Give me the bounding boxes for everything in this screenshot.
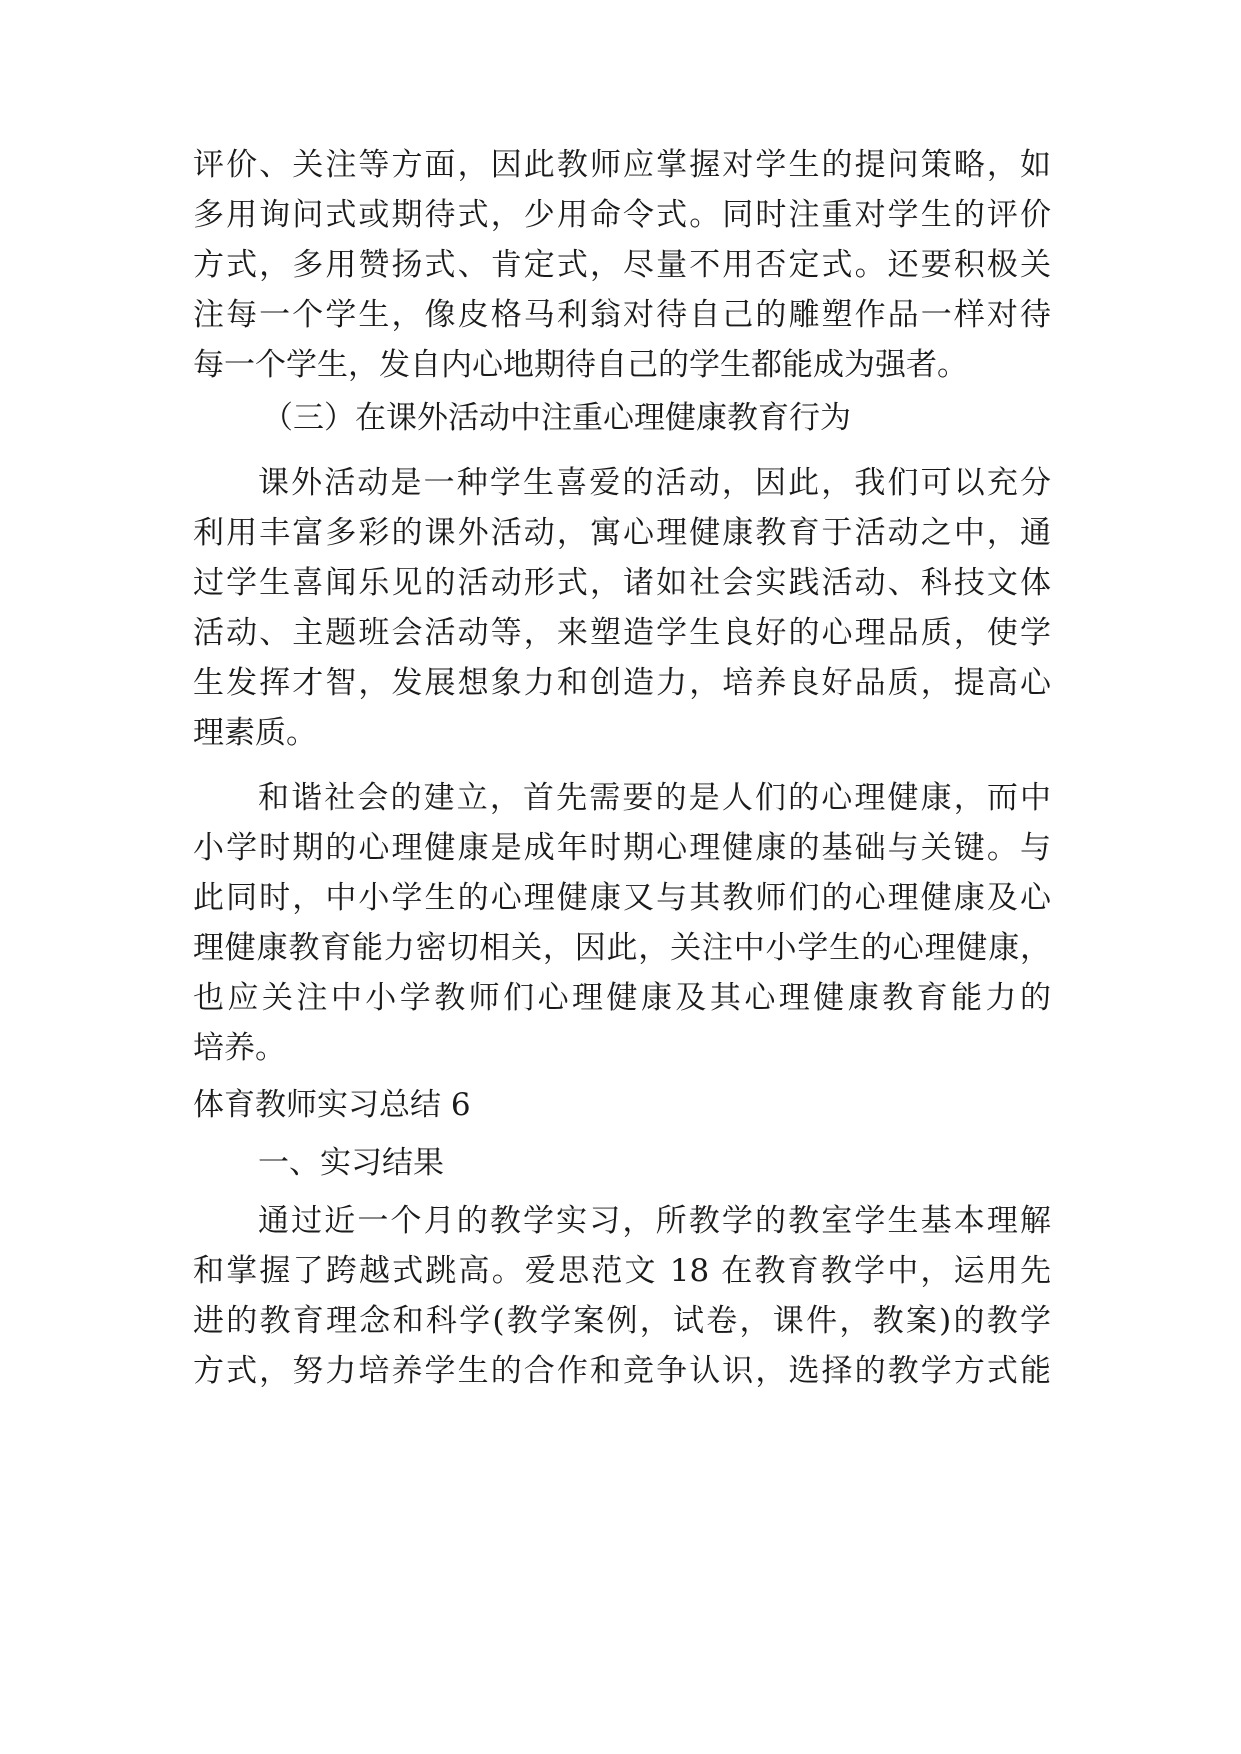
line-text: 和掌握了跨越式跳高。爱思范文 18 在教育教学中，运用先: [193, 1253, 1051, 1289]
text-line: [0, 190, 1241, 240]
line-text: 多用询问式或期待式，少用命令式。同时注重对学生的评价: [193, 197, 1051, 233]
text-line: [0, 1023, 1241, 1073]
section-heading-text: 一、实习结果: [258, 1145, 444, 1181]
text-line: [0, 140, 1241, 190]
text-line: [0, 340, 1241, 390]
paragraph-first-line: [0, 458, 1241, 508]
text-line: [0, 508, 1241, 558]
text-line: [0, 923, 1241, 973]
line-text: 课外活动是一种学生喜爱的活动，因此，我们可以充分: [258, 465, 1051, 501]
line-text: 方式，多用赞扬式、肯定式，尽量不用否定式。还要积极关: [193, 247, 1051, 283]
document-title-text: 体育教师实习总结 6: [193, 1087, 471, 1123]
line-text: 注每一个学生，像皮格马利翁对待自己的雕塑作品一样对待: [193, 297, 1051, 333]
line-text: 利用丰富多彩的课外活动，寓心理健康教育于活动之中，通: [193, 515, 1051, 551]
line-text: 方式，努力培养学生的合作和竞争认识，选择的教学方式能: [193, 1353, 1051, 1389]
text-line: [0, 658, 1241, 708]
line-text: 小学时期的心理健康是成年时期心理健康的基础与关键。与: [193, 830, 1051, 866]
line-text: 每一个学生，发自内心地期待自己的学生都能成为强者。: [193, 347, 968, 383]
text-line: [0, 708, 1241, 758]
text-line: [0, 1346, 1241, 1396]
text-line: [0, 290, 1241, 340]
text-line: [0, 1246, 1241, 1296]
text-line: [0, 240, 1241, 290]
paragraph-first-line: [0, 773, 1241, 823]
text-line: [0, 973, 1241, 1023]
section-heading: [0, 1138, 1241, 1188]
text-line: [0, 558, 1241, 608]
document-title: [0, 1080, 1241, 1130]
line-text: 理素质。: [193, 715, 317, 751]
line-text: 也应关注中小学教师们心理健康及其心理健康教育能力的: [193, 980, 1051, 1016]
text-line: [0, 823, 1241, 873]
section-heading-text: （三）在课外活动中注重心理健康教育行为: [262, 400, 851, 436]
line-text: 进的教育理念和科学(教学案例，试卷，课件，教案)的教学: [193, 1303, 1051, 1339]
line-text: 此同时，中小学生的心理健康又与其教师们的心理健康及心: [193, 880, 1051, 916]
line-text: 生发挥才智，发展想象力和创造力，培养良好品质，提高心: [193, 665, 1051, 701]
text-line: [0, 873, 1241, 923]
text-line: [0, 608, 1241, 658]
line-text: 评价、关注等方面，因此教师应掌握对学生的提问策略，如: [193, 147, 1051, 183]
line-text: 过学生喜闻乐见的活动形式，诸如社会实践活动、科技文体: [193, 565, 1051, 601]
line-text: 理健康教育能力密切相关，因此，关注中小学生的心理健康，: [193, 930, 1051, 966]
line-text: 活动、主题班会活动等，来塑造学生良好的心理品质，使学: [193, 615, 1051, 651]
line-text: 通过近一个月的教学实习，所教学的教室学生基本理解: [258, 1203, 1051, 1239]
paragraph-first-line: [0, 1196, 1241, 1246]
text-line: [0, 1296, 1241, 1346]
section-heading: [0, 393, 1241, 443]
line-text: 和谐社会的建立，首先需要的是人们的心理健康，而中: [258, 780, 1051, 816]
line-text: 培养。: [193, 1030, 286, 1066]
